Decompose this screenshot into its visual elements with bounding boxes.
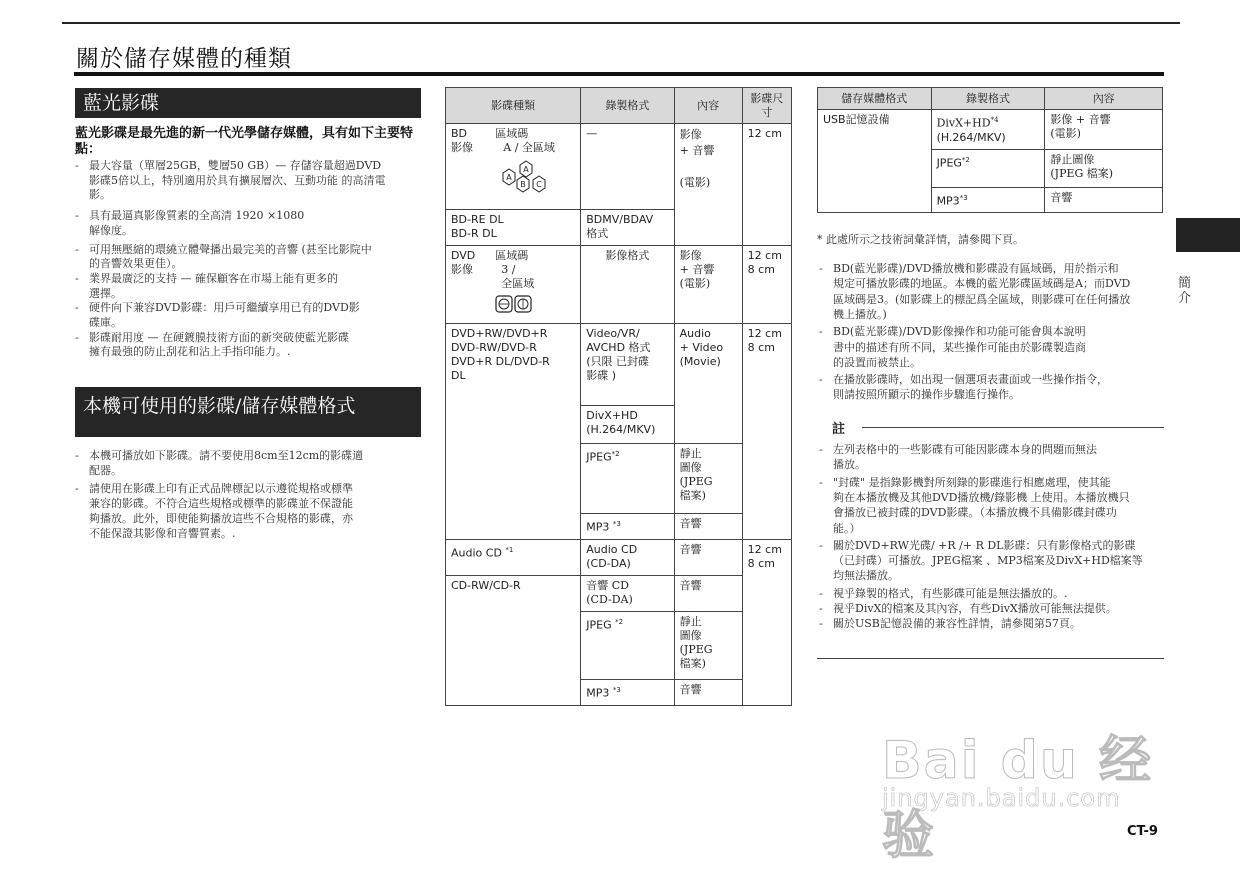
acd-format-cell: Audio CD (CD-DA) — [581, 540, 674, 576]
list-item-text: 視乎錄製的格式，有些影碟可能是無法播放的。. — [833, 586, 1068, 600]
bullet-marker: - — [819, 443, 823, 456]
list-item-text: 解像度。 — [89, 223, 133, 237]
list-item — [75, 512, 423, 525]
cdrw-mp3-format-cell — [581, 680, 674, 706]
usb-formats-table — [817, 87, 1163, 213]
dvdr-size-cell: 12 cm 8 cm — [742, 324, 791, 540]
region-letter-b: B — [520, 180, 527, 189]
list-item — [819, 388, 1165, 402]
list-item — [819, 506, 1165, 520]
cdrw-jpeg-format-cell — [581, 612, 674, 680]
list-item-text: 視乎DivX的檔案及其內容，有些DivX播放可能無法提供。 — [833, 602, 1117, 615]
list-item-text: 擁有最強的防止刮花和沾上手指印能力。. — [89, 345, 291, 359]
list-item-text: 配器。 — [89, 463, 122, 477]
list-item-text: 規定可播放影碟的地區。本機的藍光影碟區域碼是A；而DVD — [833, 277, 1131, 291]
list-item-text: 碟庫。 — [89, 316, 122, 329]
list-item — [75, 331, 423, 344]
list-item-text: 本機可播放如下影碟。請不要使用8cm至12cm的影碟適 — [89, 449, 364, 462]
list-item-text: 則請按照所顯示的操作步驟進行操作。 — [833, 388, 1020, 402]
list-item — [819, 341, 1165, 355]
list-item — [819, 587, 1165, 601]
list-item — [819, 443, 1165, 457]
list-item — [819, 308, 1165, 322]
list-item-text: 左列表格中的一些影碟有可能因影碟本身的問題而無法 — [833, 443, 1097, 456]
list-item-text: 的音響效果更佳）。 — [89, 257, 183, 271]
usb-mp3-format-cell — [931, 188, 1045, 213]
cdrw-mp3-text: MP3 — [586, 686, 613, 700]
list-item-text: 夠播放。此外，即使能夠播放這些不合規格的影碟，亦 — [89, 511, 353, 525]
list-item-text: 在播放影碟時，如出現一個選項表畫面或一些操作指令， — [833, 373, 1108, 387]
bullet-marker: - — [75, 301, 79, 315]
list-item — [819, 569, 1165, 583]
list-item-text: 關於USB記憶設備的兼容性詳情，請參閱第57頁。 — [833, 617, 1081, 631]
mp3-format-text: MP3 — [586, 520, 613, 534]
bdre-type-cell: BD-RE DL BD-R DL — [446, 210, 581, 246]
bullet-marker: - — [819, 373, 823, 387]
chapter-label: 簡介 — [1178, 276, 1192, 306]
list-item-text: 兼容的影碟。不符合這些規格或標準的影碟並不保證能 — [89, 497, 353, 511]
list-item-text: 區域碼是3。(如影碟上的標記爲全區域，則影碟可在任何播放 — [833, 292, 1131, 306]
bullet-marker: - — [75, 271, 79, 285]
bullet-marker: - — [819, 538, 823, 552]
cdrw-format-cell: 音響 CD (CD-DA) — [581, 576, 674, 612]
bullet-marker: - — [819, 602, 823, 615]
list-item-text: 的設置而被禁止。 — [833, 355, 921, 369]
acd-content-cell: 音響 — [674, 540, 742, 576]
bullet-marker: - — [819, 325, 823, 339]
top-rule — [62, 22, 1180, 24]
usb-mp3-content-cell: 音響 — [1045, 188, 1163, 213]
list-item — [75, 243, 423, 256]
bdre-format-cell: BDMV/BDAV 格式 — [581, 210, 674, 246]
dvd-region-globe-icon — [495, 295, 535, 313]
bullet-marker: - — [75, 482, 79, 496]
jpeg-format-cell — [581, 444, 674, 514]
bullet-marker: - — [819, 262, 823, 275]
usb-mp3-footnote: *3 — [959, 194, 968, 202]
list-item-text: 選擇。 — [89, 286, 122, 300]
usb-jpeg-content-cell: 靜止圖像 (JPEG 檔案) — [1045, 150, 1163, 188]
header-size: 影碟尺寸 — [742, 88, 791, 124]
bullet-marker: - — [75, 242, 79, 256]
list-item-text: BD(藍光影碟)/DVD播放機和影碟設有區域碼，用於指示和 — [833, 262, 1119, 275]
dvd-size-cell: 12 cm 8 cm — [742, 246, 791, 324]
dvd-format-cell: 影像格式 — [581, 246, 674, 324]
mp3-format-cell — [581, 514, 674, 540]
mp3-footnote: *3 — [612, 520, 621, 528]
table-row — [446, 576, 792, 612]
acd-type-text: Audio CD — [451, 546, 506, 560]
bd-region-label: 區域碼 — [495, 127, 529, 140]
list-item-text: （已封碟）可播放。JPEG檔案 、MP3檔案及DivX+HD檔案等 — [833, 554, 1143, 568]
bullet-marker: - — [819, 475, 823, 489]
dvdr-content-cell: Audio + Video (Movie) — [674, 324, 742, 444]
list-item-text: 書中的描述有所不同，某些操作可能由於影碟製造商 — [833, 340, 1086, 354]
list-item — [819, 476, 1165, 490]
list-item-text: 機上播放。) — [833, 307, 887, 321]
dvd-type-cell: DVD 影像 — [446, 246, 491, 324]
bd-region-abc-icon — [495, 159, 575, 193]
list-item — [75, 464, 423, 477]
acd-size-cell: 12 cm 8 cm — [742, 540, 791, 706]
bullet-marker: - — [75, 330, 79, 344]
watermark-url: jingyan.baidu.com — [882, 784, 1121, 812]
bullet-marker: - — [75, 209, 79, 223]
usb-header-row — [818, 88, 1163, 110]
list-item-text: 能。） — [833, 521, 861, 535]
list-item-text: 硬件向下兼容DVD影碟：用戶可繼續享用已有的DVD影 — [89, 301, 360, 315]
list-item — [819, 458, 1165, 472]
bottom-rule — [817, 658, 1164, 659]
usb-divx-text2: (H.264/MKV) — [936, 130, 1006, 144]
list-item — [75, 174, 423, 187]
list-item-text: 影。 — [89, 188, 111, 202]
usb-header-media: 儲存媒體格式 — [818, 88, 932, 110]
table-row — [446, 246, 792, 324]
acd-type-cell — [446, 540, 581, 576]
usb-divx-text: DivX+HD — [936, 116, 991, 130]
list-item — [819, 602, 1165, 616]
page-number: CT-9 — [1127, 824, 1158, 839]
list-item — [75, 209, 423, 222]
list-item-text: BD(藍光影碟)/DVD影像操作和功能可能會與本說明 — [833, 325, 1086, 339]
list-item — [75, 188, 423, 201]
bullet-marker: - — [819, 617, 823, 631]
list-item — [75, 482, 423, 495]
list-item — [819, 554, 1165, 568]
cdrw-content-cell: 音響 — [674, 576, 742, 612]
header-format: 錄製格式 — [581, 88, 674, 124]
acd-footnote: *1 — [505, 546, 514, 554]
cdrw-jpeg-text: JPEG — [586, 618, 616, 632]
list-item — [75, 449, 423, 462]
cdrw-mp3-content-cell: 音響 — [674, 680, 742, 706]
header-disc-type: 影碟種類 — [446, 88, 581, 124]
bluray-intro: 藍光影碟是最先進的新一代光學儲存媒體，具有如下主要特點： — [75, 126, 414, 157]
region-letter-a: A — [506, 173, 513, 182]
jpeg-format-text: JPEG — [586, 450, 612, 464]
list-item-text: 業界最廣泛的支持 — 確保顧客在市場上能有更多的 — [89, 271, 338, 285]
region-letter-a-top: A — [523, 165, 530, 174]
list-item — [819, 373, 1165, 387]
section-title-formats: 本機可使用的影碟/儲存媒體格式 — [75, 387, 421, 437]
disc-types-table — [445, 87, 792, 706]
list-item — [75, 527, 423, 540]
list-item — [75, 224, 423, 237]
usb-device-cell: USB記憶設備 — [818, 110, 932, 213]
list-item — [819, 522, 1165, 536]
dvd-region-value: 3 / 全區域 — [501, 263, 535, 290]
table-row — [446, 324, 792, 406]
table-header-row — [446, 88, 792, 124]
list-item-text: 夠在本播放機及其他DVD播放機/錄影機 上使用。本播放機只 — [833, 490, 1130, 504]
list-item-text: 最大容量（單層25GB，雙層50 GB）— 存儲容量超過DVD — [89, 159, 382, 172]
list-item-text: 影碟5倍以上，特別適用於具有擴展層次、互動功能 的高清電 — [89, 173, 386, 187]
bd-format-cell: — — [581, 124, 674, 210]
page-title: 關於儲存媒體的種類 — [76, 46, 292, 72]
usb-divx-content-cell: 影像 + 音響 (電影) — [1045, 110, 1163, 150]
table-row — [446, 124, 792, 210]
dvdr-type-cell: DVD+RW/DVD+R DVD-RW/DVD-R DVD+R DL/DVD-R DL — [446, 324, 581, 540]
usb-jpeg-text: JPEG — [936, 156, 962, 170]
list-item — [819, 356, 1165, 370]
list-item — [75, 301, 423, 314]
list-item-text: 可用無壓縮的環繞立體聲播出最完美的音響 (甚至比影院中 — [89, 242, 372, 256]
watermark-main-text: Bai du 经验 — [882, 731, 1153, 866]
list-item — [819, 325, 1165, 339]
note-heading: 註 — [832, 422, 846, 437]
section-title-bluray: 藍光影碟 — [75, 88, 421, 118]
usb-mp3-text: MP3 — [936, 194, 960, 208]
bd-size-cell: 12 cm — [742, 124, 791, 246]
list-item — [75, 257, 423, 270]
bullet-marker: - — [75, 449, 79, 462]
dvd-region-label: 區域碼 — [495, 249, 529, 262]
bullet-marker: - — [819, 586, 823, 600]
usb-divx-footnote: *4 — [990, 116, 999, 124]
header-content: 內容 — [674, 88, 742, 124]
list-item-text: 影碟耐用度 — 在硬鍍膜技術方面的新突破使藍光影碟 — [89, 330, 349, 344]
divx-format-cell: DivX+HD (H.264/MKV) — [581, 406, 674, 444]
list-item — [819, 293, 1165, 307]
jpeg-content-cell: 靜止 圖像 (JPEG 檔案) — [674, 444, 742, 514]
bullet-marker: - — [75, 159, 79, 172]
list-item — [75, 287, 423, 300]
list-item — [75, 272, 423, 285]
bd-content-cell: 影像 + 音響 (電影) — [674, 124, 742, 246]
list-item-text: 具有最逼真影像質素的全高清 1920 ×1080 — [89, 209, 305, 223]
list-item — [819, 491, 1165, 505]
list-item-text: 請使用在影碟上印有正式品牌標記以示遵從規格或標準 — [89, 482, 353, 496]
list-item — [819, 262, 1165, 276]
bd-region-value: A / 全區域 — [503, 141, 555, 154]
cdrw-type-cell: CD-RW/CD-R — [446, 576, 581, 706]
list-item — [75, 345, 423, 358]
list-item — [819, 277, 1165, 291]
dvd-content-cell: 影像 + 音響 (電影) — [674, 246, 742, 324]
list-item — [75, 316, 423, 329]
list-item-text: "封碟" 是指錄影機對所刻錄的影碟進行相應處理，使其能 — [833, 475, 1111, 489]
list-item-text: 會播放已被封碟的DVD影碟。（本播放機不具備影碟封碟功 — [833, 506, 1117, 520]
usb-jpeg-format-cell — [931, 150, 1045, 188]
dvd-region-cell — [490, 246, 581, 324]
usb-jpeg-footnote: *2 — [961, 156, 970, 164]
usb-header-format: 錄製格式 — [931, 88, 1045, 110]
dvdr-format-cell: Video/VR/ AVCHD 格式 (只限 已封碟 影碟 ) — [581, 324, 674, 406]
table-row — [446, 540, 792, 576]
bd-type-cell: BD 影像 — [446, 124, 491, 210]
usb-divx-format-cell — [931, 110, 1045, 150]
list-item — [819, 617, 1165, 631]
list-item — [75, 159, 423, 172]
usb-header-content: 內容 — [1045, 88, 1163, 110]
cdrw-jpeg-content-cell: 靜止 圖像 (JPEG 檔案) — [674, 612, 742, 680]
region-letter-c: C — [536, 180, 543, 189]
bd-region-cell — [490, 124, 581, 210]
list-item-text: 均無法播放。 — [833, 569, 899, 583]
cdrw-jpeg-footnote: *2 — [615, 618, 624, 626]
mp3-content-cell: 音響 — [674, 514, 742, 540]
terms-note: * 此處所示之技術詞彙詳情，請參閱下頁。 — [817, 233, 1024, 246]
list-item-text: 關於DVD+RW光碟/ +R /+ R DL影碟：只有影像格式的影碟 — [833, 538, 1136, 552]
cdrw-mp3-footnote: *3 — [612, 686, 621, 694]
title-rule — [74, 72, 1164, 76]
table-row — [818, 110, 1163, 150]
list-item-text: 播放。 — [833, 458, 866, 472]
list-item — [75, 497, 423, 510]
list-item — [819, 539, 1165, 553]
list-item-text: 不能保證其影像和音響質素。. — [89, 526, 236, 540]
note-rule — [862, 427, 1164, 428]
jpeg-footnote: *2 — [611, 450, 620, 458]
chapter-tab — [1176, 218, 1240, 252]
